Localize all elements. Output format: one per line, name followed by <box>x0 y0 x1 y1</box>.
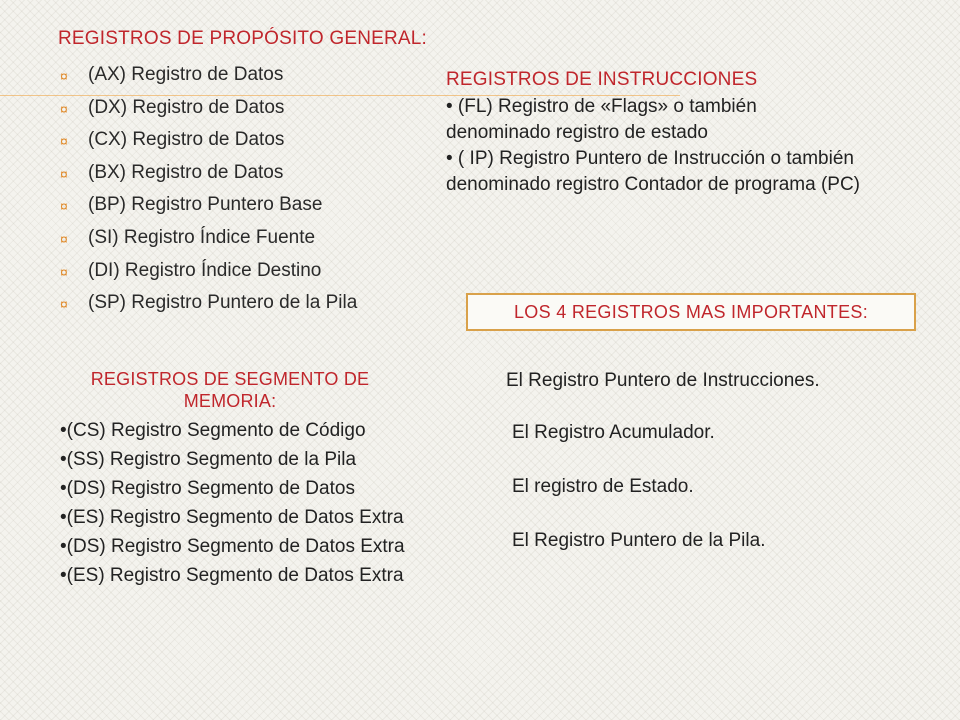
segment-register-item: •(DS) Registro Segmento de Datos Extra <box>60 536 405 557</box>
general-purpose-list <box>58 64 458 325</box>
segment-register-item: •(CS) Registro Segmento de Código <box>60 420 366 441</box>
segment-register-item: •(SS) Registro Segmento de la Pila <box>60 449 357 470</box>
bullet-icon: ¤ <box>60 296 68 313</box>
list-item <box>58 129 458 162</box>
bullet-icon: ¤ <box>60 263 68 280</box>
segment-register-item: •(DS) Registro Segmento de Datos <box>60 478 355 499</box>
list-item <box>58 260 458 293</box>
segment-registers-heading: REGISTROS DE SEGMENTO DE MEMORIA: <box>90 369 370 411</box>
list-item-label: (BX) Registro de Datos <box>88 161 284 183</box>
segment-register-item: •(ES) Registro Segmento de Datos Extra <box>60 507 404 528</box>
instruction-registers-section <box>446 66 866 198</box>
list-item-label: (BP) Registro Puntero Base <box>88 194 323 216</box>
list-item <box>58 227 458 260</box>
important-item: El Registro Puntero de Instrucciones. <box>506 370 820 391</box>
list-item-label: (AX) Registro de Datos <box>88 64 284 85</box>
list-item <box>58 292 458 325</box>
important-item: El Registro Puntero de la Pila. <box>512 530 766 551</box>
important-heading: LOS 4 REGISTROS MAS IMPORTANTES: <box>514 301 868 322</box>
list-item <box>58 97 458 130</box>
instruction-register-item: • (FL) Registro de «Flags» o también denominado registro de estado <box>446 96 757 143</box>
list-item <box>58 194 458 227</box>
important-heading-box <box>466 293 916 331</box>
general-purpose-section <box>58 28 458 325</box>
list-item-label: (SI) Registro Índice Fuente <box>88 226 316 248</box>
list-item-label: (DI) Registro Índice Destino <box>88 259 322 281</box>
bullet-icon: ¤ <box>60 165 68 182</box>
bullet-icon: ¤ <box>60 133 68 150</box>
list-item-label: (DX) Registro de Datos <box>88 96 285 118</box>
instruction-register-item: • ( IP) Registro Puntero de Instrucción o también denominado registro Contador de programa (PC) <box>446 148 860 195</box>
general-purpose-heading: REGISTROS DE PROPÓSITO GENERAL: <box>58 28 428 49</box>
instruction-registers-heading: REGISTROS DE INSTRUCCIONES <box>446 69 758 90</box>
list-item-label: (SP) Registro Puntero de la Pila <box>88 292 358 314</box>
bullet-icon: ¤ <box>60 68 68 84</box>
list-item <box>58 162 458 195</box>
segment-registers-section <box>60 368 460 590</box>
bullet-icon: ¤ <box>60 198 68 215</box>
important-item: El Registro Acumulador. <box>512 422 715 443</box>
list-item <box>58 64 458 97</box>
list-item-label: (CX) Registro de Datos <box>88 129 285 151</box>
bullet-icon: ¤ <box>60 230 68 247</box>
bullet-icon: ¤ <box>60 100 68 117</box>
segment-register-item: •(ES) Registro Segmento de Datos Extra <box>60 565 404 586</box>
important-item: El registro de Estado. <box>512 476 694 497</box>
